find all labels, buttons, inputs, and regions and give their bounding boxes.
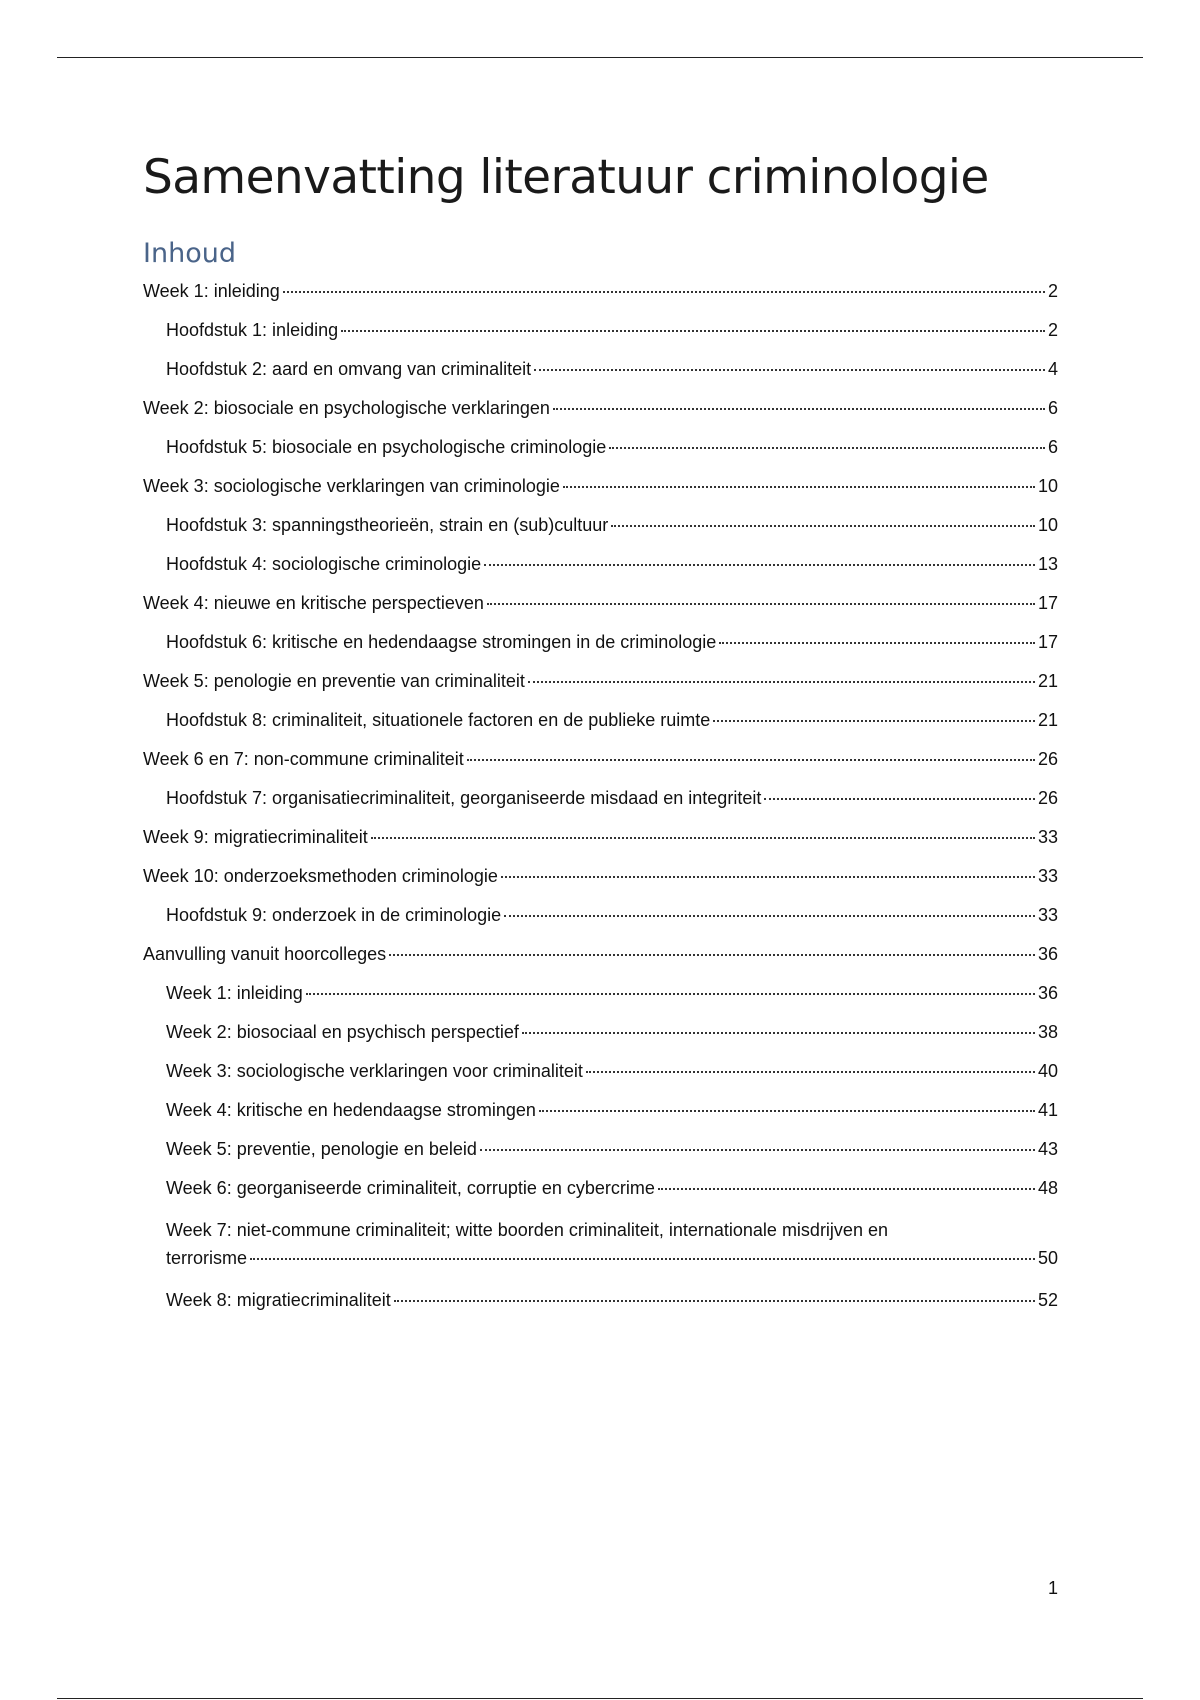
- toc-entry[interactable]: [143, 514, 1058, 536]
- toc-entry-page: 43: [1037, 1139, 1058, 1159]
- toc-entry-page: 2: [1047, 320, 1058, 340]
- dot-leader: [484, 564, 1035, 566]
- toc-entry[interactable]: [143, 787, 1058, 809]
- toc-entry-page: 6: [1047, 437, 1058, 457]
- toc-entry-page: 48: [1037, 1178, 1058, 1198]
- dot-leader: [467, 759, 1035, 761]
- dot-leader: [553, 408, 1045, 410]
- toc-entry-page: 52: [1037, 1290, 1058, 1310]
- dot-leader: [394, 1300, 1035, 1302]
- toc-entry[interactable]: [143, 592, 1058, 614]
- toc-entry-label: Hoofdstuk 4: sociologische criminologie: [166, 554, 482, 574]
- dot-leader: [563, 486, 1035, 488]
- toc-entry[interactable]: [143, 1216, 1058, 1272]
- toc-entry-label: Week 7: niet-commune criminaliteit; witte boorden criminaliteit, internationale misdrijven en: [166, 1220, 888, 1240]
- toc-entry-page: 38: [1037, 1022, 1058, 1042]
- toc-entry-page: 41: [1037, 1100, 1058, 1120]
- toc-entry-page: 36: [1037, 944, 1058, 964]
- toc-heading: Inhoud: [143, 238, 236, 269]
- toc-entry[interactable]: [143, 553, 1058, 575]
- toc-entry[interactable]: [143, 982, 1058, 1004]
- toc-entry-page: 4: [1047, 359, 1058, 379]
- toc-entry-page: 10: [1037, 515, 1058, 535]
- toc-entry[interactable]: [143, 280, 1058, 302]
- toc-entry[interactable]: [143, 865, 1058, 887]
- bottom-rule: [57, 1698, 1143, 1699]
- dot-leader: [306, 993, 1035, 995]
- dot-leader: [504, 915, 1035, 917]
- toc-entry-label: Week 4: nieuwe en kritische perspectieven: [143, 593, 484, 613]
- toc-entry-label: Week 5: penologie en preventie van criminaliteit: [143, 671, 525, 691]
- dot-leader: [389, 954, 1035, 956]
- toc-entry-label: Aanvulling vanuit hoorcolleges: [143, 944, 387, 964]
- toc-entry[interactable]: [143, 1138, 1058, 1160]
- dot-leader: [480, 1149, 1035, 1151]
- toc-entry-page: 50: [1037, 1248, 1058, 1268]
- toc-entry[interactable]: [143, 826, 1058, 848]
- dot-leader: [283, 291, 1045, 293]
- page-number: 1: [1047, 1578, 1058, 1598]
- toc-entry-continuation: [166, 1244, 1058, 1272]
- dot-leader: [534, 369, 1045, 371]
- toc-entry[interactable]: [143, 1177, 1058, 1199]
- toc-entry-page: 17: [1037, 593, 1058, 613]
- toc-entry-page: 40: [1037, 1061, 1058, 1081]
- toc-entry-page: 13: [1037, 554, 1058, 574]
- dot-leader: [371, 837, 1035, 839]
- toc-entry-page: 26: [1037, 749, 1058, 769]
- dot-leader: [522, 1032, 1035, 1034]
- toc-entry[interactable]: [143, 904, 1058, 926]
- toc-entry-label: Hoofdstuk 8: criminaliteit, situationele factoren en de publieke ruimte: [166, 710, 711, 730]
- dot-leader: [341, 330, 1045, 332]
- dot-leader: [539, 1110, 1035, 1112]
- dot-leader: [586, 1071, 1035, 1073]
- toc-entry-label: Week 4: kritische en hedendaagse stromingen: [166, 1100, 536, 1120]
- toc-entry-page: 33: [1037, 866, 1058, 886]
- dot-leader: [658, 1188, 1035, 1190]
- toc-entry-page: 33: [1037, 827, 1058, 847]
- toc-entry-label: Hoofdstuk 9: onderzoek in de criminologie: [166, 905, 502, 925]
- toc-entry[interactable]: [143, 709, 1058, 731]
- toc-entry-label: Week 6 en 7: non-commune criminaliteit: [143, 749, 464, 769]
- dot-leader: [487, 603, 1035, 605]
- dot-leader: [250, 1258, 1035, 1260]
- dot-leader: [501, 876, 1035, 878]
- toc-entry[interactable]: [143, 397, 1058, 419]
- toc-entry[interactable]: [143, 475, 1058, 497]
- toc-entry-page: 26: [1037, 788, 1058, 808]
- table-of-contents: [143, 280, 1058, 1328]
- toc-entry-label: Week 9: migratiecriminaliteit: [143, 827, 368, 847]
- dot-leader: [528, 681, 1035, 683]
- toc-entry-label: Week 6: georganiseerde criminaliteit, corruptie en cybercrime: [166, 1178, 655, 1198]
- toc-entry-page: 17: [1037, 632, 1058, 652]
- toc-entry-page: 33: [1037, 905, 1058, 925]
- toc-entry[interactable]: [143, 319, 1058, 341]
- toc-entry-label: terrorisme: [166, 1248, 248, 1268]
- toc-entry-label: Hoofdstuk 3: spanningstheorieën, strain en (sub)cultuur: [166, 515, 609, 535]
- toc-entry[interactable]: [143, 358, 1058, 380]
- toc-entry-page: 10: [1037, 476, 1058, 496]
- dot-leader: [719, 642, 1035, 644]
- toc-entry-label: Week 1: inleiding: [143, 281, 280, 301]
- toc-entry-label: Week 3: sociologische verklaringen van criminologie: [143, 476, 560, 496]
- toc-entry[interactable]: [143, 748, 1058, 770]
- toc-entry-label: Hoofdstuk 1: inleiding: [166, 320, 339, 340]
- toc-entry-page: 21: [1037, 671, 1058, 691]
- toc-entry-label: Hoofdstuk 2: aard en omvang van criminaliteit: [166, 359, 532, 379]
- toc-entry[interactable]: [143, 1289, 1058, 1311]
- toc-entry[interactable]: [143, 1060, 1058, 1082]
- toc-entry[interactable]: [143, 631, 1058, 653]
- document-title: Samenvatting literatuur criminologie: [143, 150, 989, 205]
- toc-entry[interactable]: [143, 436, 1058, 458]
- toc-entry[interactable]: [143, 1099, 1058, 1121]
- toc-entry[interactable]: [143, 1021, 1058, 1043]
- dot-leader: [764, 798, 1035, 800]
- dot-leader: [611, 525, 1035, 527]
- toc-entry-label: Hoofdstuk 7: organisatiecriminaliteit, georganiseerde misdaad en integriteit: [166, 788, 762, 808]
- toc-entry[interactable]: [143, 943, 1058, 965]
- toc-entry-label: Week 8: migratiecriminaliteit: [166, 1290, 391, 1310]
- toc-entry[interactable]: [143, 670, 1058, 692]
- toc-entry-page: 6: [1047, 398, 1058, 418]
- toc-entry-label: Week 2: biosociale en psychologische verklaringen: [143, 398, 550, 418]
- dot-leader: [713, 720, 1035, 722]
- toc-entry-label: Hoofdstuk 5: biosociale en psychologische criminologie: [166, 437, 607, 457]
- toc-entry-label: Week 5: preventie, penologie en beleid: [166, 1139, 477, 1159]
- toc-entry-label: Week 10: onderzoeksmethoden criminologie: [143, 866, 498, 886]
- toc-entry-label: Hoofdstuk 6: kritische en hedendaagse stromingen in de criminologie: [166, 632, 717, 652]
- toc-entry-label: Week 3: sociologische verklaringen voor criminaliteit: [166, 1061, 583, 1081]
- toc-entry-label: Week 2: biosociaal en psychisch perspectief: [166, 1022, 519, 1042]
- toc-entry-page: 36: [1037, 983, 1058, 1003]
- toc-entry-label: Week 1: inleiding: [166, 983, 303, 1003]
- top-rule: [57, 57, 1143, 58]
- toc-entry-page: 21: [1037, 710, 1058, 730]
- toc-entry-page: 2: [1047, 281, 1058, 301]
- dot-leader: [609, 447, 1045, 449]
